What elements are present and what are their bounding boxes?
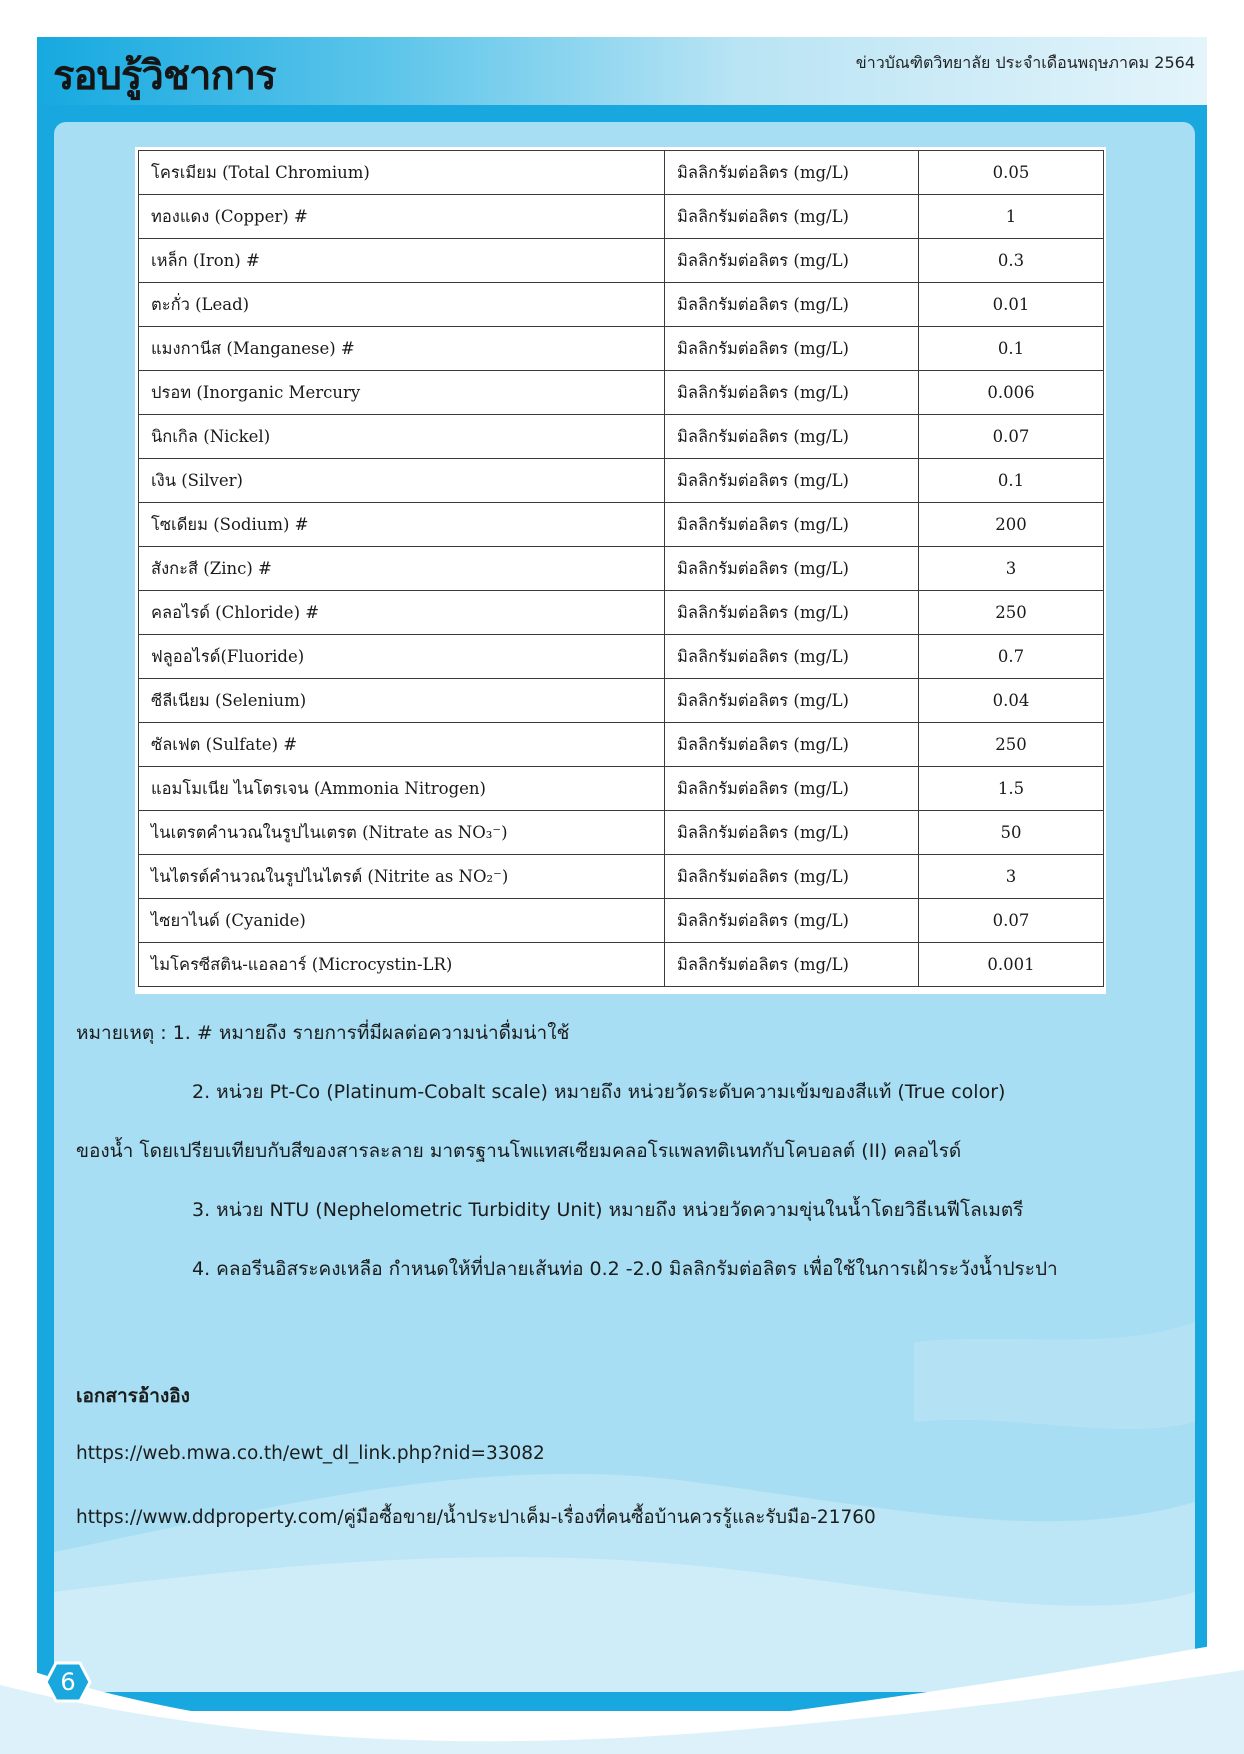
unit-cell: มิลลิกรัมต่อลิตร (mg/L) (665, 283, 919, 327)
table-row (139, 591, 1104, 635)
unit-cell: มิลลิกรัมต่อลิตร (mg/L) (665, 767, 919, 811)
limit-value-cell: 0.3 (919, 239, 1104, 283)
limit-value-cell: 0.01 (919, 283, 1104, 327)
parameter-cell: ไนไตรต์คำนวณในรูปไนไตรต์ (Nitrite as NO₂⁻) (139, 855, 665, 899)
limit-value-cell: 0.07 (919, 415, 1104, 459)
table-row (139, 899, 1104, 943)
reference-link-1[interactable]: https://web.mwa.co.th/ewt_dl_link.php?nid=33082 (76, 1443, 545, 1464)
table-row (139, 635, 1104, 679)
limit-value-cell: 0.1 (919, 459, 1104, 503)
table-row (139, 459, 1104, 503)
parameter-cell: ไซยาไนด์ (Cyanide) (139, 899, 665, 943)
parameter-cell: ตะกั่ว (Lead) (139, 283, 665, 327)
unit-cell: มิลลิกรัมต่อลิตร (mg/L) (665, 459, 919, 503)
unit-cell: มิลลิกรัมต่อลิตร (mg/L) (665, 855, 919, 899)
parameter-cell: นิกเกิล (Nickel) (139, 415, 665, 459)
unit-cell: มิลลิกรัมต่อลิตร (mg/L) (665, 151, 919, 195)
unit-cell: มิลลิกรัมต่อลิตร (mg/L) (665, 635, 919, 679)
unit-cell: มิลลิกรัมต่อลิตร (mg/L) (665, 943, 919, 987)
parameter-cell: ทองแดง (Copper) # (139, 195, 665, 239)
limit-value-cell: 0.001 (919, 943, 1104, 987)
table-row (139, 371, 1104, 415)
limit-value-cell: 50 (919, 811, 1104, 855)
parameter-cell: แอมโมเนีย ไนโตรเจน (Ammonia Nitrogen) (139, 767, 665, 811)
unit-cell: มิลลิกรัมต่อลิตร (mg/L) (665, 239, 919, 283)
header-bar (37, 37, 1207, 105)
table-row (139, 327, 1104, 371)
parameter-cell: สังกะสี (Zinc) # (139, 547, 665, 591)
parameter-cell: แมงกานีส (Manganese) # (139, 327, 665, 371)
limit-value-cell: 0.04 (919, 679, 1104, 723)
note-line-3: ของน้ำ โดยเปรียบเทียบกับสีของสารละลาย มาตรฐานโพแทสเซียมคลอโรแพลทติเนทกับโคบอลต์ (II) คลอไรด์ (76, 1140, 962, 1162)
limit-value-cell: 1.5 (919, 767, 1104, 811)
note-line-2: 2. หน่วย Pt-Co (Platinum-Cobalt scale) หมายถึง หน่วยวัดระดับความเข้มของสีแท้ (True color) (192, 1081, 1006, 1103)
parameter-cell: เหล็ก (Iron) # (139, 239, 665, 283)
parameter-cell: ฟลูออไรด์(Fluoride) (139, 635, 665, 679)
unit-cell: มิลลิกรัมต่อลิตร (mg/L) (665, 899, 919, 943)
limit-value-cell: 250 (919, 723, 1104, 767)
table-row (139, 415, 1104, 459)
table-row (139, 283, 1104, 327)
unit-cell: มิลลิกรัมต่อลิตร (mg/L) (665, 327, 919, 371)
limit-value-cell: 3 (919, 547, 1104, 591)
table-row (139, 943, 1104, 987)
table-row (139, 723, 1104, 767)
page-number: 6 (60, 1668, 76, 1696)
table-row (139, 767, 1104, 811)
parameter-cell: โซเดียม (Sodium) # (139, 503, 665, 547)
parameter-cell: ไนเตรตคำนวณในรูปไนเตรต (Nitrate as NO₃⁻) (139, 811, 665, 855)
unit-cell: มิลลิกรัมต่อลิตร (mg/L) (665, 415, 919, 459)
unit-cell: มิลลิกรัมต่อลิตร (mg/L) (665, 547, 919, 591)
unit-cell: มิลลิกรัมต่อลิตร (mg/L) (665, 679, 919, 723)
limit-value-cell: 0.1 (919, 327, 1104, 371)
table-row (139, 679, 1104, 723)
newsletter-issue: ข่าวบัณฑิตวิทยาลัย ประจำเดือนพฤษภาคม 2564 (855, 53, 1195, 72)
table-row (139, 855, 1104, 899)
table-row (139, 195, 1104, 239)
limit-value-cell: 1 (919, 195, 1104, 239)
bottom-wave (0, 1600, 1244, 1754)
limit-value-cell: 0.05 (919, 151, 1104, 195)
table-row (139, 811, 1104, 855)
parameter-cell: โครเมียม (Total Chromium) (139, 151, 665, 195)
parameter-cell: คลอไรด์ (Chloride) # (139, 591, 665, 635)
note-line-4: 3. หน่วย NTU (Nephelometric Turbidity Unit) หมายถึง หน่วยวัดความขุ่นในน้ำโดยวิธีเนฟีโลเมตรี (192, 1199, 1024, 1221)
unit-cell: มิลลิกรัมต่อลิตร (mg/L) (665, 195, 919, 239)
limit-value-cell: 0.006 (919, 371, 1104, 415)
unit-cell: มิลลิกรัมต่อลิตร (mg/L) (665, 811, 919, 855)
limit-value-cell: 200 (919, 503, 1104, 547)
water-standard-table (135, 147, 1106, 994)
page-number-badge (44, 1660, 92, 1704)
section-title: รอบรู้วิชาการ (53, 53, 276, 99)
unit-cell: มิลลิกรัมต่อลิตร (mg/L) (665, 503, 919, 547)
parameter-cell: ปรอท (Inorganic Mercury (139, 371, 665, 415)
note-line-5: 4. คลอรีนอิสระคงเหลือ กำหนดให้ที่ปลายเส้นท่อ 0.2 -2.0 มิลลิกรัมต่อลิตร เพื่อใช้ในการเฝ้าระวังน้ำประปา (192, 1258, 1058, 1280)
table-row (139, 503, 1104, 547)
limit-value-cell: 0.07 (919, 899, 1104, 943)
standard-table (138, 150, 1104, 987)
parameter-cell: เงิน (Silver) (139, 459, 665, 503)
table-row (139, 151, 1104, 195)
limit-value-cell: 250 (919, 591, 1104, 635)
references-heading: เอกสารอ้างอิง (76, 1385, 190, 1407)
note-line-1: หมายเหตุ : 1. # หมายถึง รายการที่มีผลต่อความน่าดื่มน่าใช้ (76, 1022, 570, 1044)
parameter-cell: ไมโครซีสติน-แอลอาร์ (Microcystin-LR) (139, 943, 665, 987)
unit-cell: มิลลิกรัมต่อลิตร (mg/L) (665, 371, 919, 415)
table-row (139, 547, 1104, 591)
table-row (139, 239, 1104, 283)
parameter-cell: ซัลเฟต (Sulfate) # (139, 723, 665, 767)
limit-value-cell: 3 (919, 855, 1104, 899)
unit-cell: มิลลิกรัมต่อลิตร (mg/L) (665, 591, 919, 635)
unit-cell: มิลลิกรัมต่อลิตร (mg/L) (665, 723, 919, 767)
parameter-cell: ซีลีเนียม (Selenium) (139, 679, 665, 723)
limit-value-cell: 0.7 (919, 635, 1104, 679)
reference-link-2[interactable]: https://www.ddproperty.com/คู่มือซื้อขาย/น้ำประปาเค็ม-เรื่องที่คนซื้อบ้านควรรู้และรับมือ-21760 (76, 1507, 876, 1528)
